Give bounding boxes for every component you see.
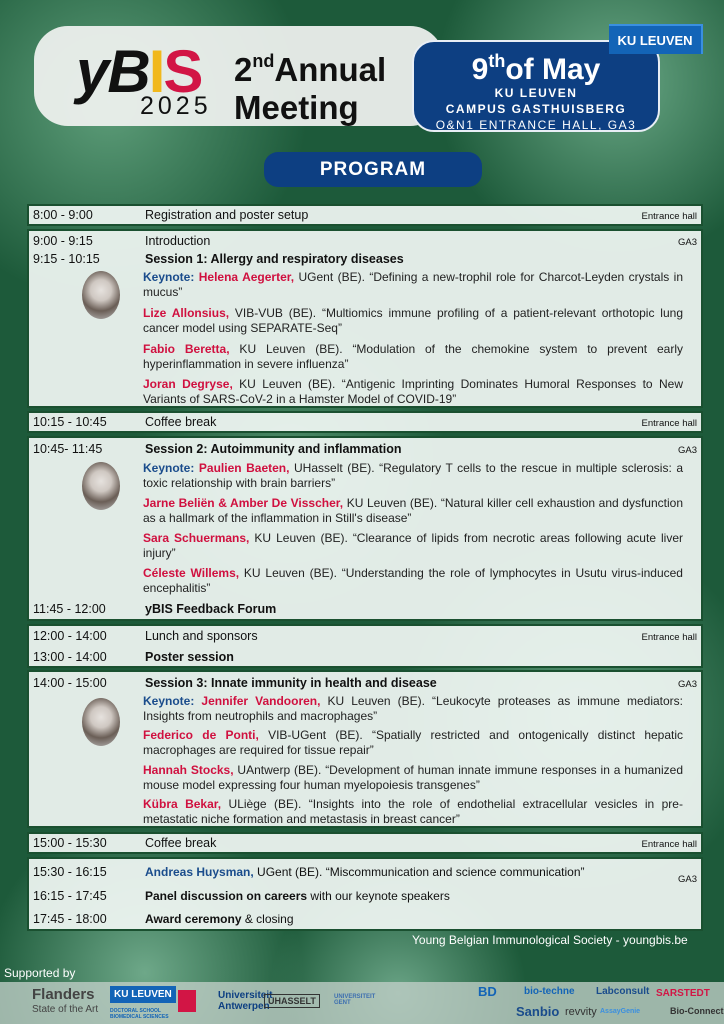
location-label: GA3: [677, 237, 697, 248]
talk-item: Federico de Ponti, VIB-UGent (BE). “Spatially restricted and ontogenically distinct hepatic macrophages are required for tissue repair”: [143, 728, 684, 757]
schedule-block-registration: [27, 204, 703, 226]
schedule-text: [145, 865, 585, 879]
schedule-block-session-1: [27, 229, 703, 408]
time-slot: 9:15 - 10:15: [33, 252, 100, 266]
schedule-block-session-3: [27, 670, 703, 828]
time-slot: 8:00 - 9:00: [33, 208, 93, 222]
schedule-text: Introduction: [145, 234, 211, 248]
logo-revvity: revvity: [565, 1006, 597, 1018]
schedule-text: Award ceremony: [145, 912, 242, 926]
time-slot: 17:45 - 18:00: [33, 912, 107, 926]
logo-assaygenie: AssayGenie: [600, 1008, 641, 1015]
schedule-text: Session 3: Innate immunity in health and disease: [145, 676, 437, 690]
keynote-photo: [82, 698, 120, 746]
schedule-block-closing: [27, 857, 703, 931]
time-slot: 11:45 - 12:00: [33, 602, 106, 616]
logo-flanders: Flanders: [32, 986, 95, 1003]
keynote-photo: [82, 462, 120, 510]
talk-item: Joran Degryse, KU Leuven (BE). “Antigenic Imprinting Dominates Humoral Responses to New Variants of SARS-CoV-2 in a Hamster Model of COVID-19”: [143, 377, 683, 406]
logo-ugent: UNIVERSITEIT GENT: [334, 994, 376, 1006]
venue-line: KU LEUVEN: [494, 86, 578, 100]
location-label: Entrance hall: [641, 418, 697, 429]
schedule-text: Coffee break: [145, 836, 217, 850]
venue-line: CAMPUS GASTHUISBERG: [445, 102, 627, 116]
schedule-block-coffee: [27, 411, 703, 433]
logo-labconsult: Labconsult: [596, 986, 650, 997]
talk-item: Keynote: Jennifer Vandooren, KU Leuven (BE). “Leukocyte proteases as immune mediators: Insights from neutrophils and macrophages”: [143, 694, 683, 723]
keynote-photo: [82, 271, 120, 319]
time-slot: 16:15 - 17:45: [33, 889, 107, 903]
location-label: GA3: [677, 679, 697, 690]
ku-leuven-badge: KU LEUVEN: [609, 24, 703, 54]
program-heading: PROGRAM: [264, 152, 482, 187]
time-slot: 9:00 - 9:15: [33, 234, 93, 248]
time-slot: 10:45- 11:45: [33, 442, 103, 456]
location-label: GA3: [677, 445, 697, 456]
talk-item: Keynote: Helena Aegerter, UGent (BE). “Defining a new-trophil role for Charcot-Leyden crystals in mucus”: [143, 270, 683, 299]
talk-item: Keynote: Paulien Baeten, UHasselt (BE). “Regulatory T cells to the rescue in multiple sclerosis: a toxic relationship with brain barriers”: [143, 461, 683, 490]
schedule-text: Registration and poster setup: [145, 208, 309, 222]
schedule-text: Session 2: Autoimmunity and inflammation: [145, 442, 402, 456]
schedule-text: Poster session: [145, 650, 234, 664]
logo-biotechne: bio-techne: [524, 986, 575, 997]
talk-item: Fabio Beretta, KU Leuven (BE). “Modulation of the chemokine system to prevent early hyperinflammation in severe influenza”: [143, 342, 684, 371]
time-slot: 15:00 - 15:30: [33, 836, 107, 850]
schedule-text: Coffee break: [145, 415, 217, 429]
time-slot: 15:30 - 16:15: [33, 865, 107, 879]
schedule-text: UGent (BE).: [253, 865, 326, 879]
logo-ku-leuven: KU LEUVEN: [110, 986, 176, 1003]
society-footer: Young Belgian Immunological Society - youngbis.be: [412, 933, 688, 947]
schedule-block-lunch: [27, 624, 703, 668]
schedule-block-coffee: [27, 832, 703, 854]
sponsor-logos: [0, 982, 724, 1024]
talk-item: Kübra Bekar, ULiège (BE). “Insights into the role of endothelial extracellular vesicles in pre-metastatic niche formation and metastasis in breast cancer”: [143, 797, 683, 826]
schedule-text: with our keynote speakers: [307, 889, 450, 903]
ybis-logo: yBIS: [76, 38, 202, 105]
schedule-text: [145, 889, 450, 903]
logo-uhasselt: UHASSELT: [264, 994, 320, 1008]
schedule-text: Lunch and sponsors: [145, 629, 258, 643]
time-slot: 10:15 - 10:45: [33, 415, 107, 429]
supported-by-label: Supported by: [4, 966, 76, 980]
schedule-text: & closing: [241, 912, 294, 926]
time-slot: 12:00 - 14:00: [33, 629, 107, 643]
time-slot: 14:00 - 15:00: [33, 676, 107, 690]
logo-sanbio: Sanbio: [516, 1004, 560, 1019]
talk-item: Hannah Stocks, UAntwerp (BE). “Development of human innate immune responses in a humanized mouse model expressing four human myelopoiesis transgenes”: [143, 763, 683, 792]
location-label: Entrance hall: [641, 632, 697, 643]
logo-year: 2025: [140, 92, 212, 120]
logo-doctoral-school: DOCTORAL SCHOOL BIOMEDICAL SCIENCES: [110, 1008, 169, 1020]
venue-line: O&N1 ENTRANCE HALL, GA3: [435, 118, 637, 132]
logo-flanders-tagline: State of the Art: [32, 1004, 99, 1015]
logo-bioconnect: Bio-Connect: [670, 1006, 724, 1016]
schedule-text: “Miscommunication and science communication”: [325, 865, 585, 879]
location-label: GA3: [677, 874, 697, 885]
talk-item: Jarne Beliën & Amber De Visscher, KU Leuven (BE). “Natural killer cell exhaustion and dysfunction as a hallmark of the inflammation in Still's disease”: [143, 496, 683, 525]
schedule-text: Session 1: Allergy and respiratory diseases: [145, 252, 404, 266]
time-slot: 13:00 - 14:00: [33, 650, 107, 664]
location-label: Entrance hall: [641, 211, 697, 222]
schedule-text: [145, 912, 294, 926]
schedule-text: Andreas Huysman,: [145, 865, 254, 879]
schedule-text: yBIS Feedback Forum: [145, 602, 277, 616]
logo-uantwerpen: Universiteit Antwerpen: [178, 990, 248, 1012]
location-label: Entrance hall: [641, 839, 697, 850]
schedule-block-session-2: [27, 436, 703, 621]
talk-item: Sara Schuermans, KU Leuven (BE). “Clearance of lipids from necrotic areas following acute liver injury”: [143, 531, 684, 560]
event-date: 9thof May: [471, 51, 601, 86]
event-title: 2ndAnnual Meeting: [234, 51, 387, 126]
logo-sarstedt: SARSTEDT: [656, 988, 710, 999]
logo-bd: BD: [478, 984, 497, 999]
talk-item: Lize Allonsius, VIB-VUB (BE). “Multiomics immune profiling of a patient-relevant orthotopic lung cancer model using SEPARATE-Seq”: [143, 306, 683, 335]
schedule-text: Panel discussion on careers: [145, 889, 308, 903]
talk-item: Céleste Willems, KU Leuven (BE). “Understanding the role of lymphocytes in Usutu virus-induced encephalitis”: [143, 566, 683, 595]
